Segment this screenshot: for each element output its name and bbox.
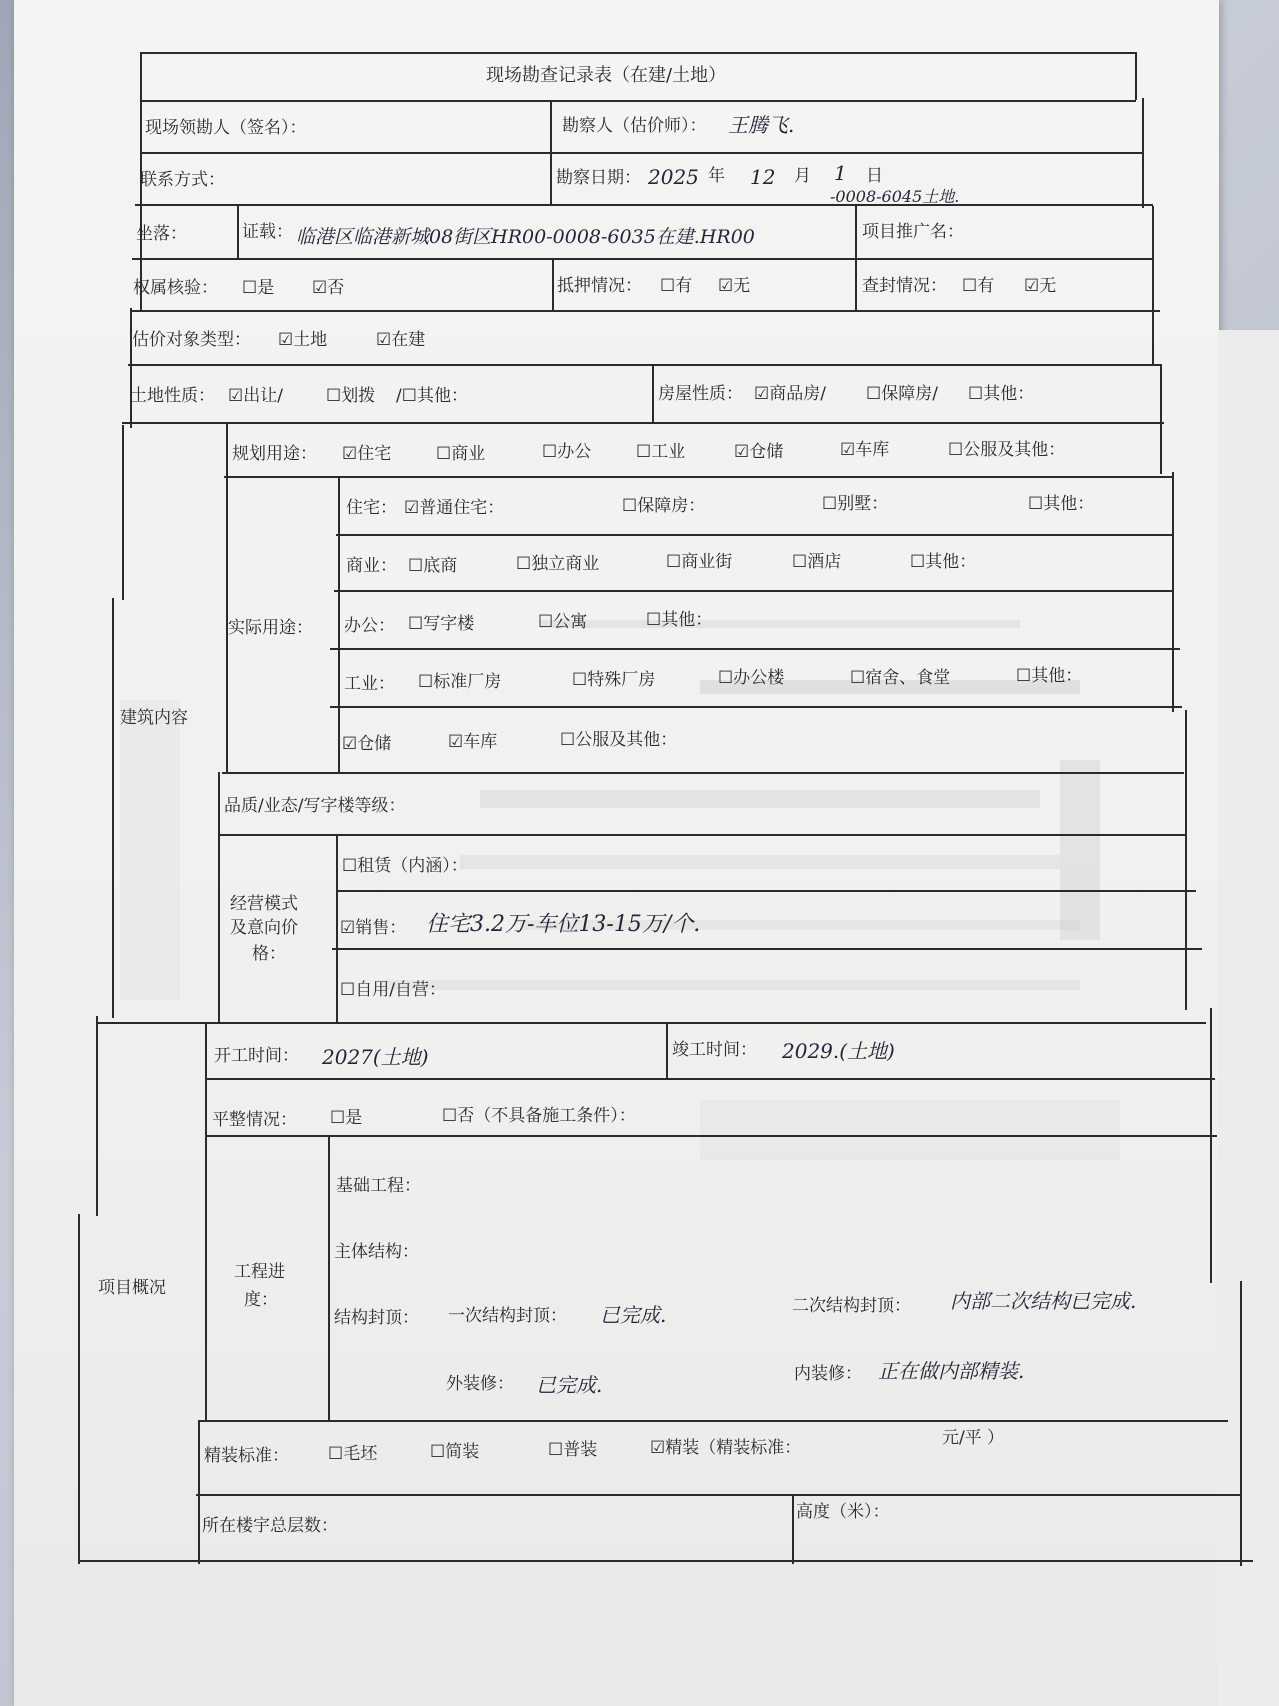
row5-storage[interactable]: ☑仓储 — [342, 734, 392, 754]
lead-person-label: 现场领勘人（签名）： — [145, 118, 307, 138]
mortgage-label: 抵押情况： — [557, 276, 642, 296]
deco-normal[interactable]: ☐普装 — [548, 1440, 598, 1460]
start-time-label: 开工时间： — [214, 1046, 299, 1066]
certificate-continued: -0008-6045土地. — [830, 187, 960, 206]
biz-hotel[interactable]: ☐酒店 — [792, 552, 842, 572]
object-land[interactable]: ☑土地 — [278, 330, 328, 350]
biz-bottom[interactable]: ☐底商 — [408, 556, 458, 576]
ind-other[interactable]: ☐其他： — [1016, 666, 1083, 686]
roof-first-value: 已完成. — [600, 1303, 667, 1327]
roof-second-value: 内部二次结构已完成. — [950, 1289, 1137, 1313]
month-unit: 月 — [794, 166, 811, 186]
land-transfer[interactable]: ☑出让/ — [228, 386, 283, 406]
operation-label-2: 及意向价 — [230, 918, 298, 938]
object-construction[interactable]: ☑在建 — [376, 330, 426, 350]
off-apartment[interactable]: ☐公寓 — [538, 612, 588, 632]
planned-use-label: 规划用途： — [232, 444, 317, 464]
planned-industrial[interactable]: ☐工业 — [636, 442, 686, 462]
flatness-label: 平整情况： — [212, 1110, 297, 1130]
flatness-no[interactable]: ☐否（不具备施工条件）： — [442, 1106, 636, 1126]
year-unit: 年 — [708, 166, 725, 186]
certificate-label: 证载： — [242, 222, 293, 242]
business-label: 商业： — [346, 556, 397, 576]
mortgage-no[interactable]: ☑无 — [718, 276, 751, 296]
op-self[interactable]: ☐自用/自营： — [340, 980, 446, 1000]
surveyor-signature: 王腾飞. — [728, 113, 795, 137]
planned-garage[interactable]: ☑车库 — [840, 440, 890, 460]
quality-label: 品质/业态/写字楼等级： — [224, 796, 406, 816]
location-label: 坐落： — [136, 224, 187, 244]
res-normal[interactable]: ☑普通住宅： — [404, 498, 505, 518]
residential-label: 住宅： — [346, 498, 397, 518]
house-nature-label: 房屋性质： — [658, 384, 743, 404]
finish-time-label: 竣工时间： — [672, 1040, 757, 1060]
house-other[interactable]: ☐其他： — [968, 384, 1035, 404]
mortgage-yes[interactable]: ☐有 — [660, 276, 693, 296]
deco-unit: 元/平 ） — [942, 1428, 1005, 1448]
planned-public[interactable]: ☐公服及其他： — [948, 440, 1066, 460]
biz-street[interactable]: ☐商业街 — [666, 552, 733, 572]
roof-label: 结构封顶： — [334, 1308, 419, 1328]
planned-office[interactable]: ☐办公 — [542, 442, 592, 462]
biz-other[interactable]: ☐其他： — [910, 552, 977, 572]
office-label: 办公： — [344, 616, 395, 636]
land-other[interactable]: /☐其他： — [396, 386, 468, 406]
deco-rough[interactable]: ☐毛坯 — [328, 1444, 378, 1464]
op-sale[interactable]: ☑销售： — [340, 918, 407, 938]
ownership-label: 权属核验： — [133, 278, 218, 298]
ownership-no[interactable]: ☑否 — [312, 278, 345, 298]
house-commercial[interactable]: ☑商品房/ — [754, 384, 826, 404]
ind-special[interactable]: ☐特殊厂房 — [572, 670, 656, 690]
start-time-value: 2027(土地) — [322, 1045, 429, 1069]
exterior-value: 已完成. — [536, 1373, 603, 1397]
off-building[interactable]: ☐写字楼 — [408, 614, 475, 634]
row5-public[interactable]: ☐公服及其他： — [560, 730, 678, 750]
object-type-label: 估价对象类型： — [132, 330, 251, 350]
operation-label-1: 经营模式 — [230, 894, 298, 914]
exterior-label: 外装修： — [446, 1374, 514, 1394]
industrial-label: 工业： — [344, 674, 395, 694]
seizure-label: 查封情况： — [862, 276, 947, 296]
progress-label-1: 工程进 — [234, 1262, 285, 1282]
form-title: 现场勘查记录表（在建/土地） — [486, 65, 727, 86]
decoration-label: 精装标准： — [204, 1446, 289, 1466]
contact-label: 联系方式： — [140, 170, 225, 190]
roof-second-label: 二次结构封顶： — [792, 1296, 911, 1316]
ind-office[interactable]: ☐办公楼 — [718, 668, 785, 688]
ind-standard[interactable]: ☐标准厂房 — [418, 672, 502, 692]
ind-dorm[interactable]: ☐宿舍、食堂 — [850, 668, 951, 688]
day-unit: 日 — [866, 166, 883, 186]
floors-label: 所在楼宇总层数： — [202, 1516, 338, 1536]
roof-first-label: 一次结构封顶： — [448, 1306, 567, 1326]
planned-residential[interactable]: ☑住宅 — [342, 444, 392, 464]
progress-label-2: 度： — [244, 1290, 278, 1310]
finish-time-value: 2029.(土地) — [782, 1039, 895, 1063]
project-name-label: 项目推广名： — [862, 222, 964, 242]
res-other[interactable]: ☐其他： — [1028, 494, 1095, 514]
foundation-label: 基础工程： — [336, 1176, 421, 1196]
main-structure-label: 主体结构： — [334, 1242, 419, 1262]
project-overview-label: 项目概况 — [98, 1278, 166, 1298]
land-nature-label: 土地性质： — [130, 386, 215, 406]
height-label: 高度（米）： — [796, 1502, 890, 1522]
background-sheet — [1218, 330, 1279, 1706]
survey-day: 1 — [834, 161, 847, 185]
deco-fine[interactable]: ☑精装（精装标准： — [650, 1438, 802, 1458]
interior-label: 内装修： — [794, 1364, 862, 1384]
seizure-no[interactable]: ☑无 — [1024, 276, 1057, 296]
row5-garage[interactable]: ☑车库 — [448, 732, 498, 752]
planned-storage[interactable]: ☑仓储 — [734, 442, 784, 462]
flatness-yes[interactable]: ☐是 — [330, 1108, 363, 1128]
res-villa[interactable]: ☐别墅： — [822, 494, 889, 514]
house-affordable[interactable]: ☐保障房/ — [866, 384, 938, 404]
seizure-yes[interactable]: ☐有 — [962, 276, 995, 296]
op-lease[interactable]: ☐租赁（内涵）： — [342, 856, 468, 876]
ownership-yes[interactable]: ☐是 — [242, 278, 275, 298]
actual-use-label: 实际用途： — [228, 618, 313, 638]
land-allocation[interactable]: ☐划拨 — [326, 386, 376, 406]
biz-standalone[interactable]: ☐独立商业 — [516, 554, 600, 574]
building-content-label: 建筑内容 — [120, 708, 188, 728]
paper-sheet — [14, 0, 1219, 1706]
survey-month: 12 — [750, 165, 776, 189]
surveyor-label: 勘察人（估价师）： — [562, 116, 707, 136]
off-other[interactable]: ☐其他： — [646, 610, 713, 630]
planned-business[interactable]: ☐商业 — [436, 444, 486, 464]
res-affordable[interactable]: ☐保障房： — [622, 496, 706, 516]
deco-simple[interactable]: ☐简装 — [430, 1442, 480, 1462]
survey-date-label: 勘察日期： — [556, 168, 641, 188]
interior-value: 正在做内部精装. — [878, 1359, 1025, 1383]
operation-label-3: 格： — [252, 944, 286, 964]
op-sale-value: 住宅3.2万-车位13-15万/个. — [426, 912, 701, 937]
certificate-value: 临港区临港新城08街区HR00-0008-6035在建.HR00 — [296, 226, 755, 248]
survey-year: 2025 — [648, 165, 699, 189]
